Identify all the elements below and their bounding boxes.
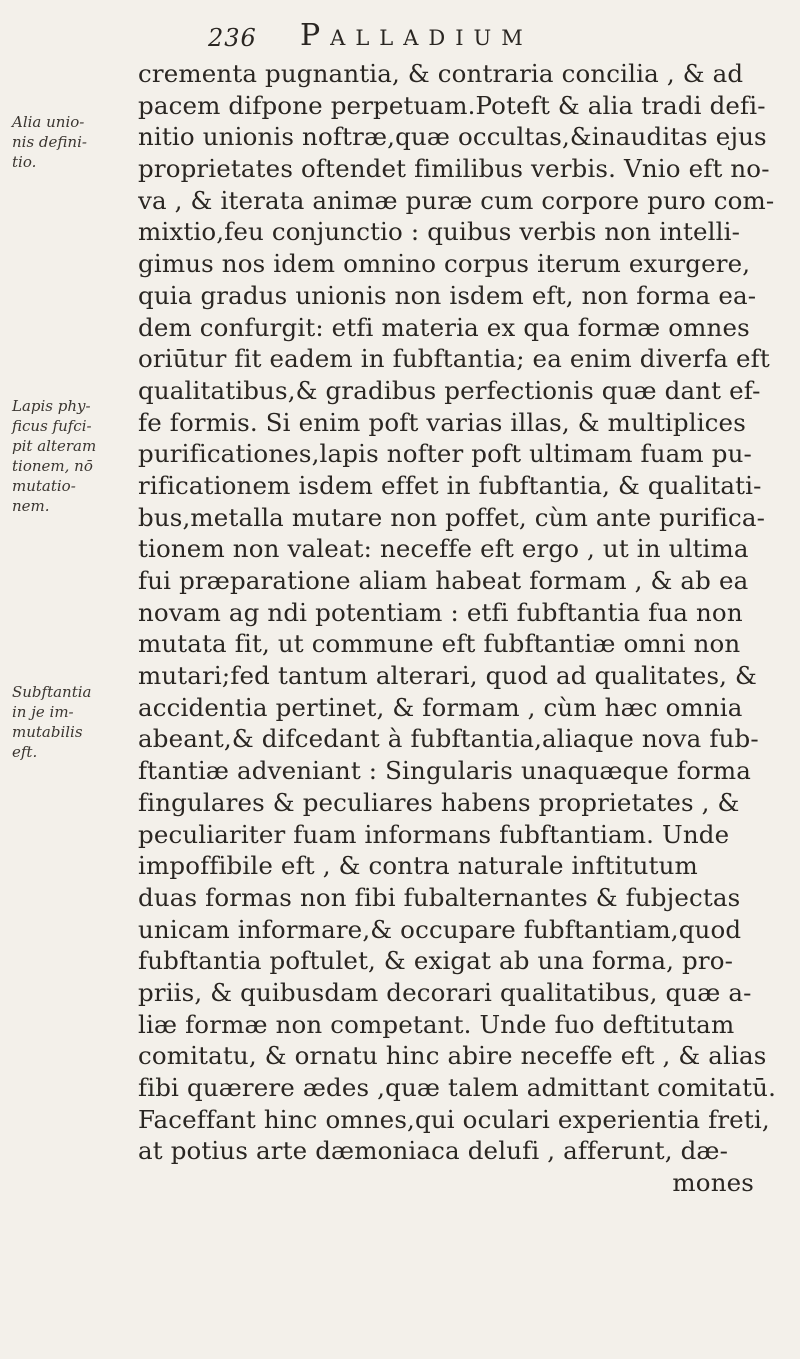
- margin-note-substantia: [12, 682, 128, 762]
- text-line: comitatu, & ornatu hinc abire neceffe eft , & alias: [138, 1041, 767, 1071]
- margin-note-line: Lapis phy-: [12, 397, 91, 415]
- text-line: crementa pugnantia, & contraria concilia , & ad: [138, 59, 744, 88]
- text-line: fubftantia poftulet, & exigat ab una forma, pro-: [138, 946, 734, 976]
- text-line: gimus nos idem omnino corpus iterum exurgere,: [138, 249, 751, 279]
- text-line: novam ag ndi potentiam : etfi fubftantia fua non: [138, 597, 743, 627]
- page-header: [0, 14, 800, 54]
- page-number: 236: [208, 24, 257, 52]
- text-line: tionem non valeat: neceffe eft ergo , ut in ultima: [138, 534, 749, 564]
- text-line: fui præparatione aliam habeat formam , & ab ea: [138, 566, 749, 595]
- text-line: mixtio,feu conjunctio : quibus verbis non intelli-: [138, 217, 741, 247]
- text-line: mutata fit, ut commune eft fubftantiæ omni non: [138, 629, 741, 659]
- text-line: bus,metalla mutare non poffet, cùm ante purifica-: [138, 502, 766, 532]
- margin-note-line: mutabilis: [12, 723, 83, 741]
- text-line: oriūtur fit eadem in fubftantia; ea enim diverfa eft: [138, 344, 770, 374]
- text-line: priis, & quibusdam decorari qualitatibus, quæ a-: [138, 977, 752, 1007]
- running-head: Palladium: [300, 18, 533, 53]
- text-line: fingulares & peculiares habens proprietates , &: [138, 787, 740, 817]
- margin-note-line: in je im-: [12, 703, 74, 721]
- margin-note-line: mutatio-: [12, 477, 76, 495]
- text-line: unicam informare,& occupare fubftantiam,quod: [138, 914, 742, 944]
- margin-note-lapis: [12, 396, 128, 516]
- margin-note-line: Subftantia: [12, 683, 92, 701]
- margin-note-line: nis defini-: [12, 133, 87, 151]
- margin-note-line: nem.: [12, 497, 50, 515]
- text-line: purificationes,lapis nofter poft ultimam fuam pu-: [138, 439, 752, 469]
- text-line: fibi quærere ædes ,quæ talem admittant comitatū.: [138, 1073, 777, 1102]
- text-line: nitio unionis noftræ,quæ occultas,&inauditas ejus: [138, 122, 767, 152]
- text-line: at potius arte dæmoniaca delufi , afferunt, dæ-: [138, 1136, 729, 1166]
- text-line: quia gradus unionis non isdem eft, non forma ea-: [138, 280, 757, 310]
- margin-note-line: pit alteram: [12, 437, 97, 455]
- text-line: duas formas non fibi fubalternantes & fubjectas: [138, 882, 741, 912]
- text-line: liæ formæ non competant. Unde fuo deftitutam: [138, 1009, 735, 1039]
- text-line: accidentia pertinet, & formam , cùm hæc omnia: [138, 692, 743, 722]
- text-line: abeant,& difcedant à fubftantia,aliaque nova fub-: [138, 724, 759, 754]
- main-text-block: [138, 58, 778, 1199]
- text-line: mutari;fed tantum alterari, quod ad qualitates, &: [138, 661, 758, 691]
- margin-note-alia-unio: [12, 112, 128, 172]
- text-line: qualitatibus,& gradibus perfectionis quæ dant ef-: [138, 375, 761, 405]
- text-line: dem confurgit: etfi materia ex qua formæ omnes: [138, 312, 750, 342]
- text-line: rificationem isdem effet in fubftantia, & qualitati-: [138, 470, 762, 500]
- text-line: peculiariter fuam informans fubftantiam. Unde: [138, 819, 730, 849]
- margin-note-line: tionem, nō: [12, 457, 93, 475]
- text-line: ftantiæ adveniant : Singularis unaquæque forma: [138, 756, 751, 786]
- margin-note-line: Alia unio-: [12, 113, 85, 131]
- text-line: impoffibile eft , & contra naturale inftitutum: [138, 851, 698, 881]
- text-line: va , & iterata animæ puræ cum corpore puro com-: [138, 185, 775, 215]
- margin-note-line: ficus fufci-: [12, 417, 92, 435]
- text-line: pacem difpone perpetuam.Poteft & alia tradi defi-: [138, 90, 766, 120]
- text-line: proprietates oftendet fimilibus verbis. Vnio eft no-: [138, 154, 770, 184]
- text-line: fe formis. Si enim poft varias illas, & multiplices: [138, 407, 746, 437]
- text-line: Faceffant hinc omnes,qui oculari experientia freti,: [138, 1104, 770, 1134]
- catchword: mones: [672, 1168, 754, 1198]
- margin-note-line: tio.: [12, 153, 37, 171]
- margin-note-line: eft.: [12, 743, 38, 761]
